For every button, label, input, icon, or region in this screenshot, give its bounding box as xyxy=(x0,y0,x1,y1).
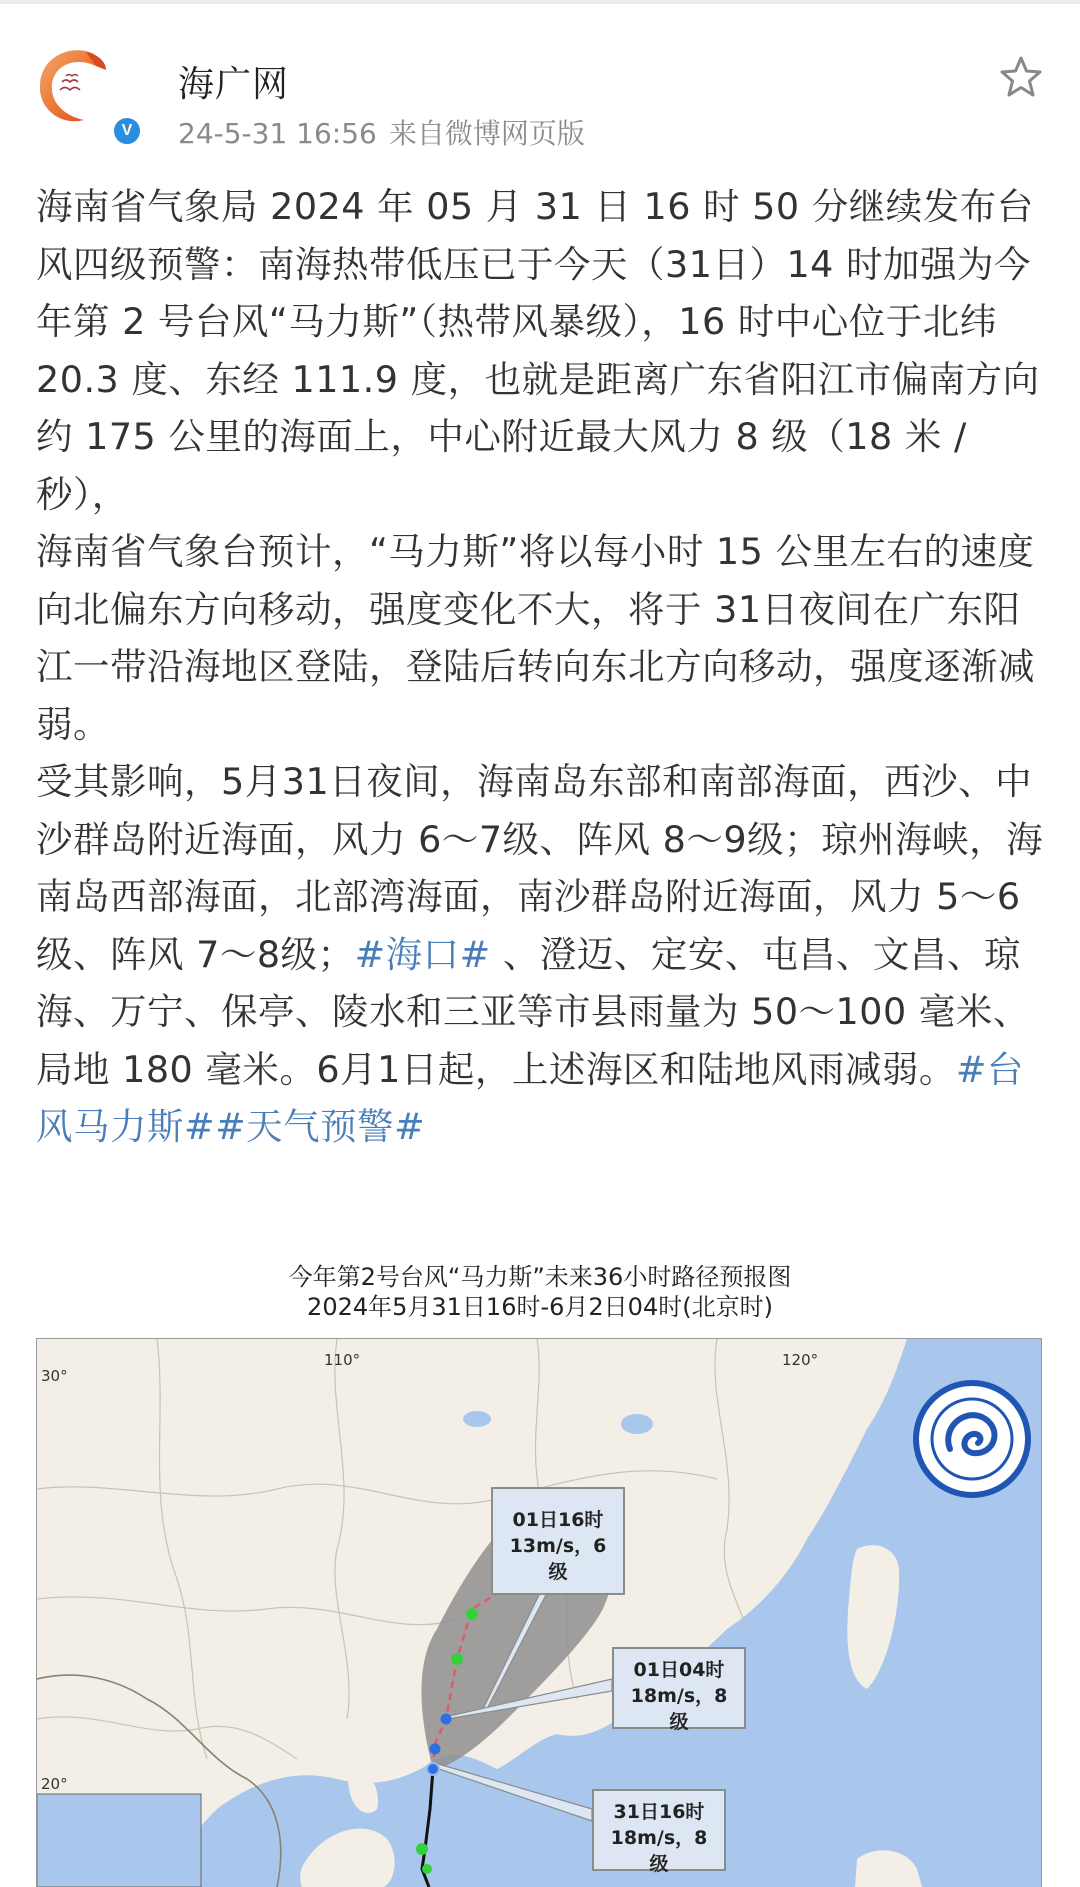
lat-label-30: 30° xyxy=(41,1367,68,1385)
callout-time: 01日04时 xyxy=(633,1659,725,1681)
top-divider xyxy=(0,0,1080,4)
paragraph-3 xyxy=(36,753,1046,1156)
figure-title-line2: 2024年5月31日16时-6月2日04时(北京时) xyxy=(307,1293,773,1321)
figure-title xyxy=(0,1262,1080,1322)
favorite-button[interactable] xyxy=(996,52,1046,102)
paragraph-1: 海南省气象局 2024 年 05 月 31 日 16 时 50 分继续发布台风四级预警：南海热带低压已于今天（31日）14 时加强为今年第 2 号台风“马力斯”（热带风暴级），16 时中心位于北纬 20.3 度、东经 111.9 度，也就是距离广东省阳江市偏南方向约 175 公里的海面上，中心附近最大风力 8 级（18 米 / 秒）， xyxy=(36,185,1040,516)
map-graphic xyxy=(37,1339,1041,1887)
callout-01d04h xyxy=(612,1647,746,1733)
avatar[interactable] xyxy=(34,44,116,126)
post-time: 24-5-31 16:56 xyxy=(178,117,377,150)
verified-badge-icon: V xyxy=(112,116,142,146)
paragraph-3-text-a: 受其影响，5月31日夜间，海南岛东部和南部海面，西沙、中沙群岛附近海面，风力 6～7级、阵风 8～9级；琼州海峡，海南岛西部海面，北部湾海面，南沙群岛附近海面，风力 5～6级、阵风 7～8级； xyxy=(36,760,1044,976)
callout-detail: 13m/s，6级 xyxy=(509,1535,607,1583)
figure-title-line1: 今年第2号台风“马力斯”未来36小时路径预报图 xyxy=(288,1263,792,1291)
author-name[interactable]: 海广网 xyxy=(178,64,290,105)
paragraph-3-text-b: 、澄迈、定安、屯昌、文昌、琼海、万宁、保亭、陵水和三亚等市县雨量为 50～100 毫米、局地 180 毫米。6月1日起，上述海区和陆地风雨减弱。 xyxy=(36,932,1030,1091)
callout-31d16h xyxy=(592,1789,726,1875)
post-source: 来自微博网页版 xyxy=(388,117,585,150)
callout-detail: 18m/s，8级 xyxy=(630,1685,728,1733)
lon-label-120: 120° xyxy=(782,1351,819,1369)
hashtag-haikou[interactable]: #海口# xyxy=(354,932,491,976)
meteorological-bureau-logo-icon xyxy=(916,1383,1028,1495)
typhoon-track-map[interactable] xyxy=(36,1338,1042,1887)
callout-detail: 18m/s，8级 xyxy=(610,1827,708,1875)
post-meta xyxy=(178,112,585,152)
star-outline-icon xyxy=(996,52,1046,102)
hashtag-typhoon-maliksi[interactable]: #台风马力斯# xyxy=(36,1047,1024,1148)
lon-label-110: 110° xyxy=(324,1351,361,1369)
lat-label-20: 20° xyxy=(41,1775,68,1793)
hashtag-weather-warning[interactable]: #天气预警# xyxy=(215,1105,426,1148)
callout-01d16h xyxy=(491,1487,625,1595)
callout-time: 01日16时 xyxy=(512,1509,604,1531)
haiguang-logo-icon xyxy=(34,44,116,126)
paragraph-2: 海南省气象台预计，“马力斯”将以每小时 15 公里左右的速度向北偏东方向移动，强度变化不大，将于 31日夜间在广东阳江一带沿海地区登陆，登陆后转向东北方向移动，强度逐渐减弱。 xyxy=(36,530,1035,746)
post-body xyxy=(36,178,1046,1156)
callout-time: 31日16时 xyxy=(613,1801,705,1823)
